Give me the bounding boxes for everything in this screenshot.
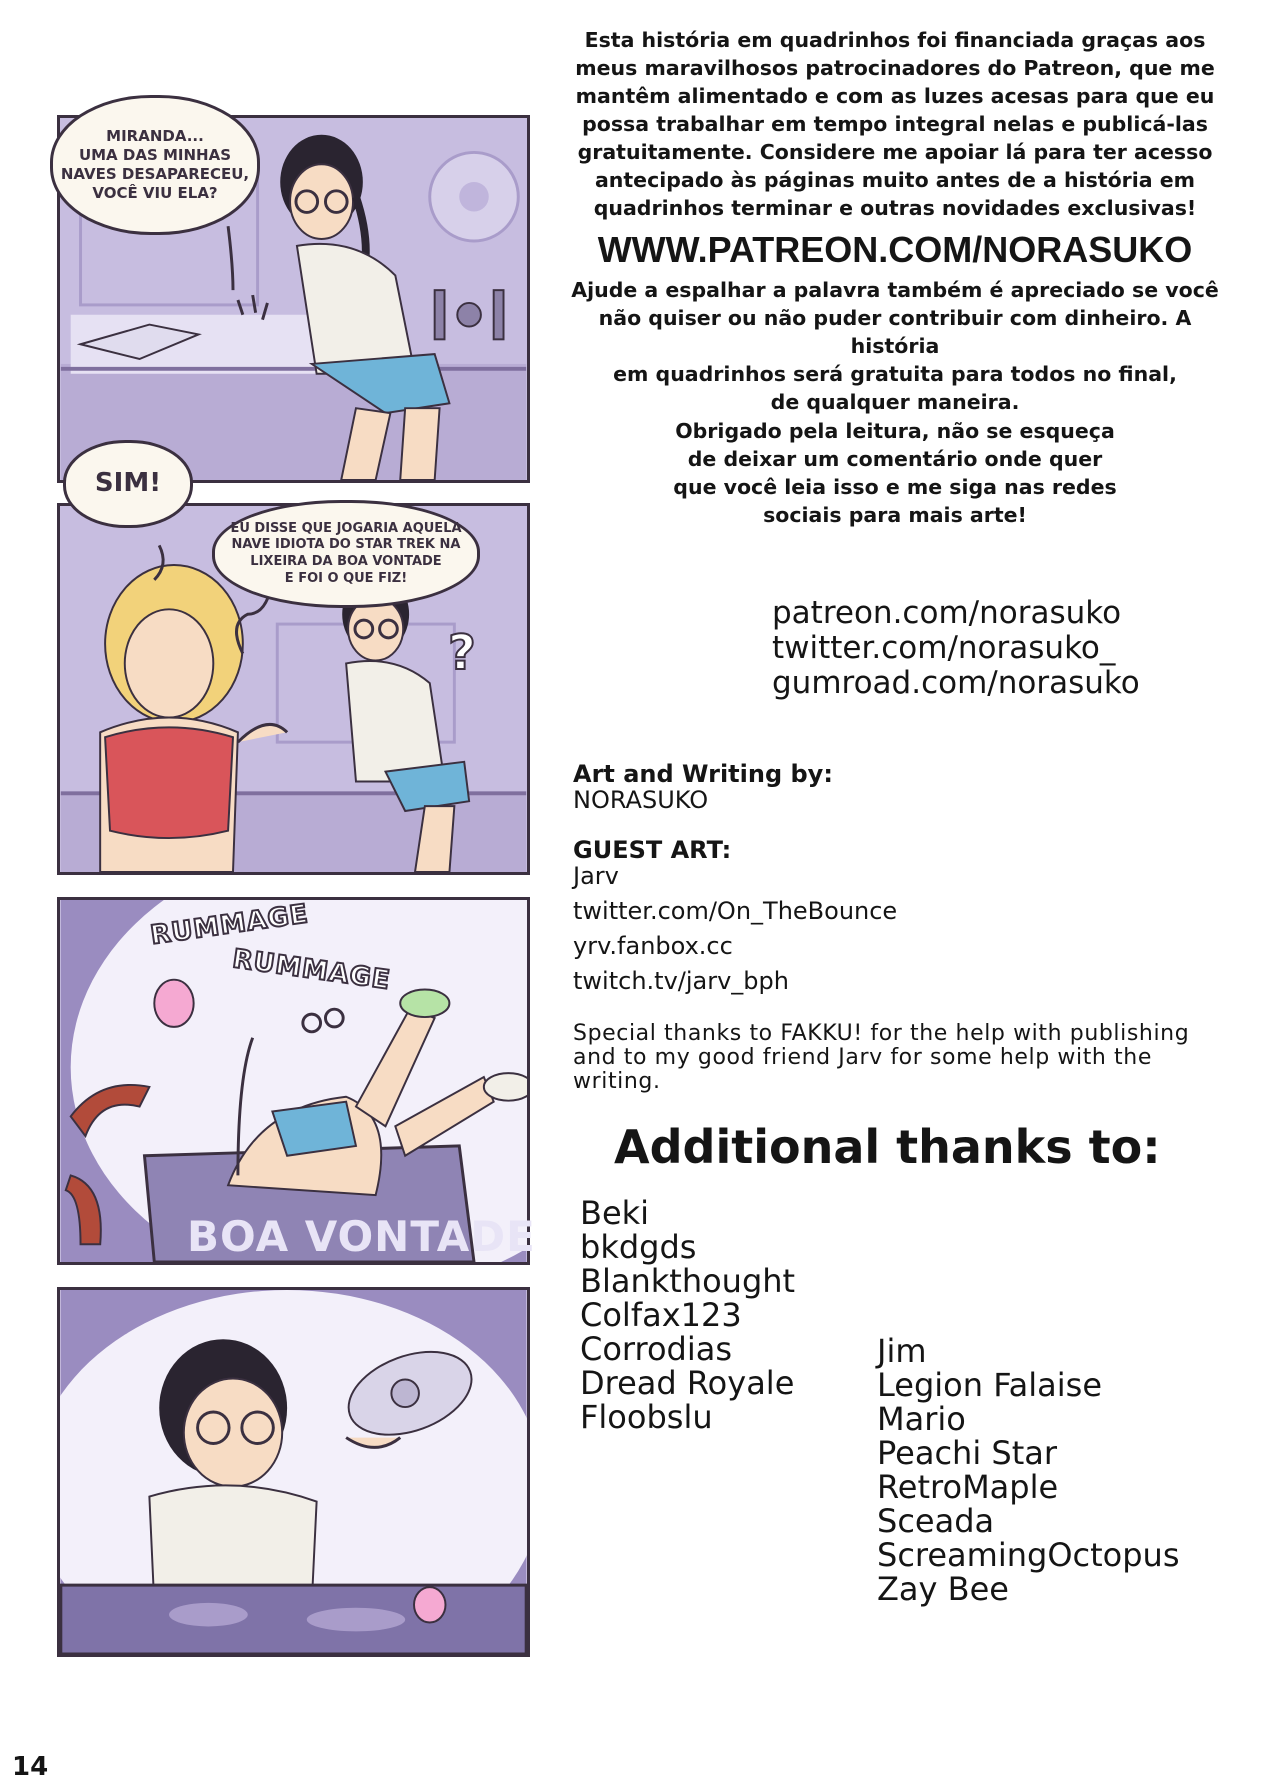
guest-link-fanbox[interactable]: yrv.fanbox.cc bbox=[573, 932, 733, 960]
link-patreon[interactable]: patreon.com/norasuko bbox=[772, 595, 1122, 631]
social-links bbox=[772, 596, 1140, 701]
thanks-name: Peachi Star bbox=[877, 1434, 1058, 1472]
panel-4-art bbox=[60, 1290, 527, 1654]
thanks-name: Dread Royale bbox=[580, 1364, 795, 1402]
thanks-name: Corrodias bbox=[580, 1330, 733, 1368]
page-number: 14 bbox=[12, 1752, 49, 1782]
speech-bubble-sim: SIM! bbox=[63, 440, 193, 528]
link-gumroad[interactable]: gumroad.com/norasuko bbox=[772, 665, 1140, 701]
speech-bubble-explanation: EU DISSE QUE JOGARIA AQUELA NAVE IDIOTA DO STAR TREK NA LIXEIRA DA BOA VONTADE E FOI O QUE FIZ! bbox=[212, 500, 480, 608]
box-label: BOA VONTADE bbox=[187, 1212, 536, 1261]
thanks-name: Jim bbox=[877, 1332, 927, 1370]
patreon-paragraph: Esta história em quadrinhos foi financiada graças aos meus maravilhosos patrocinadores do Patreon, que me mantêm alimentado e com as luzes acesas para que eu possa trabalhar em tempo integral nelas e publicá-las gratuitamente. Considere me apoiar lá para ter acesso antecipado às páginas muito antes de a história em quadrinhos terminar e outras novidades exclusivas! bbox=[575, 28, 1215, 220]
thanks-reading-paragraph: Obrigado pela leitura, não se esqueça de deixar um comentário onde quer que você leia isso e me siga nas redes sociais para mais arte! bbox=[673, 419, 1117, 527]
thanks-name: Floobslu bbox=[580, 1398, 713, 1436]
thanks-list-col2 bbox=[877, 1334, 1179, 1606]
question-mark: ? bbox=[448, 625, 476, 681]
thanks-name: Mario bbox=[877, 1400, 966, 1438]
speech-bubble-miranda: MIRANDA... UMA DAS MINHAS NAVES DESAPARECEU, VOCÊ VIU ELA? bbox=[50, 95, 260, 235]
additional-thanks-heading: Additional thanks to: bbox=[614, 1120, 1161, 1174]
patreon-url[interactable]: WWW.PATREON.COM/NORASUKO bbox=[597, 229, 1193, 270]
comic-panel-4 bbox=[57, 1287, 530, 1657]
guest-link-twitch[interactable]: twitch.tv/jarv_bph bbox=[573, 967, 789, 995]
thanks-name: Zay Bee bbox=[877, 1570, 1009, 1608]
thanks-list-col1 bbox=[580, 1196, 795, 1434]
spread-word-paragraph: Ajude a espalhar a palavra também é apreciado se você não quiser ou não puder contribuir com dinheiro. A história em quadrinhos será gratuita para todos no final, de qualquer maneira. bbox=[571, 278, 1219, 414]
thanks-name: Beki bbox=[580, 1194, 650, 1232]
thanks-name: RetroMaple bbox=[877, 1468, 1059, 1506]
sound-effect-rummage-1: RUMMAGE bbox=[148, 899, 311, 951]
thanks-name: Sceada bbox=[877, 1502, 995, 1540]
special-thanks: Special thanks to FAKKU! for the help with publishing and to my good friend Jarv for some help with the writing. bbox=[573, 1021, 1190, 1094]
art-writing-heading: Art and Writing by: bbox=[573, 760, 833, 788]
thanks-name: ScreamingOctopus bbox=[877, 1536, 1180, 1574]
thanks-name: Legion Falaise bbox=[877, 1366, 1103, 1404]
thanks-name: bkdgds bbox=[580, 1228, 697, 1266]
link-twitter[interactable]: twitter.com/norasuko_ bbox=[772, 630, 1116, 666]
thanks-name: Blankthought bbox=[580, 1262, 796, 1300]
art-writing-name: NORASUKO bbox=[573, 786, 709, 814]
guest-link-twitter[interactable]: twitter.com/On_TheBounce bbox=[573, 897, 898, 925]
guest-art-heading: GUEST ART: bbox=[573, 836, 732, 864]
guest-art-name: Jarv bbox=[573, 862, 619, 890]
sound-effect-rummage-2: RUMMAGE bbox=[230, 944, 393, 996]
thanks-name: Colfax123 bbox=[580, 1296, 742, 1334]
